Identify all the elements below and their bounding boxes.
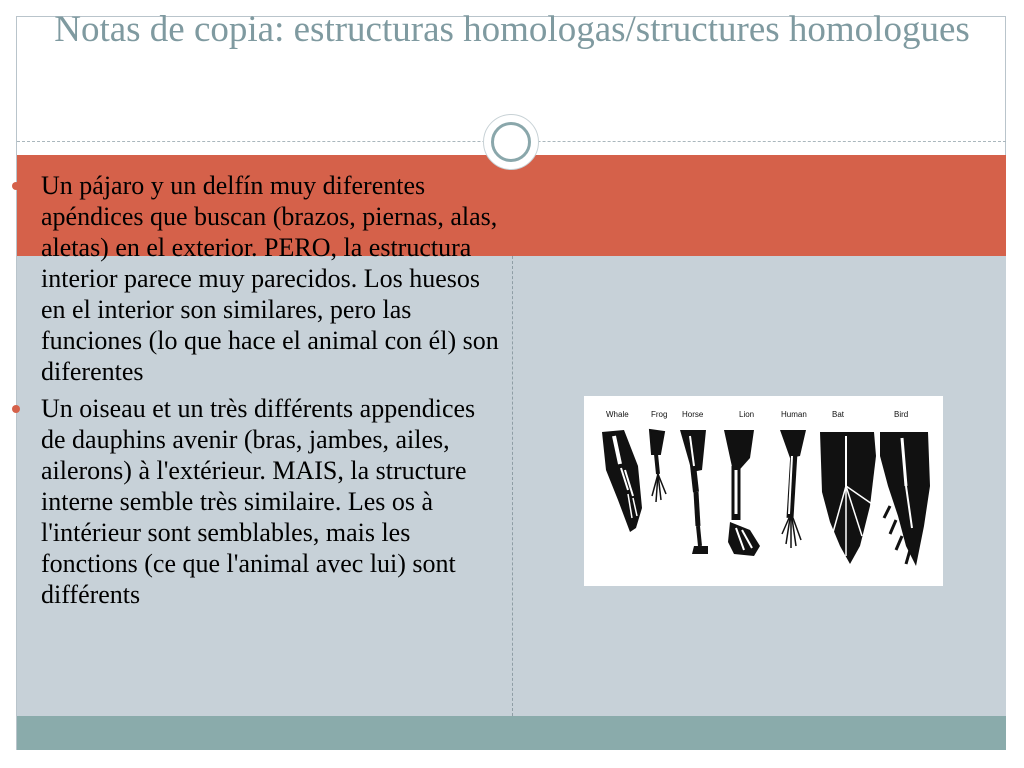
- label-whale: Whale: [606, 410, 629, 419]
- homologous-limbs-image: [584, 396, 943, 586]
- column-divider: [512, 256, 513, 716]
- bullet-item-spanish: [10, 170, 500, 387]
- bird-limb: [880, 432, 930, 566]
- bullet-list: [10, 170, 500, 610]
- label-human: Human: [781, 410, 807, 419]
- bat-limb: [820, 432, 876, 564]
- label-horse: Horse: [682, 410, 704, 419]
- limb-skeletons-illustration: [584, 396, 943, 586]
- human-limb: [780, 430, 806, 548]
- slide-title: Notas de copia: estructuras homologas/structures homologues: [54, 9, 970, 50]
- bullet-dot-icon: [12, 405, 20, 413]
- horse-limb: [680, 430, 708, 554]
- label-bat: Bat: [832, 410, 845, 419]
- text-content: [10, 170, 500, 616]
- label-frog: Frog: [651, 410, 668, 419]
- lion-limb: [724, 430, 760, 556]
- bullet-text: Un pájaro y un delfín muy diferentes apéndices que buscan (brazos, piernas, alas, aletas) en el exterior. PERO, la estructura interior parece muy parecidos. Los huesos en el interior son similares, pero las funciones (lo que hace el animal con él) son diferentes: [41, 171, 499, 386]
- circle-ornament-inner: [491, 122, 531, 162]
- label-lion: Lion: [739, 410, 755, 419]
- bullet-item-french: [10, 393, 500, 610]
- bullet-text: Un oiseau et un très différents appendices de dauphins avenir (bras, jambes, ailes, ailerons) à l'extérieur. MAIS, la structure interne semble très similaire. Les os à l'intérieur sont semblables, mais les fonctions (ce que l'animal avec lui) sont différents: [41, 394, 476, 609]
- frog-limb: [650, 430, 666, 502]
- whale-limb: [602, 430, 642, 532]
- label-bird: Bird: [894, 410, 909, 419]
- footer-band: [17, 716, 1006, 750]
- bullet-dot-icon: [12, 182, 20, 190]
- circle-ornament-icon: [483, 114, 539, 170]
